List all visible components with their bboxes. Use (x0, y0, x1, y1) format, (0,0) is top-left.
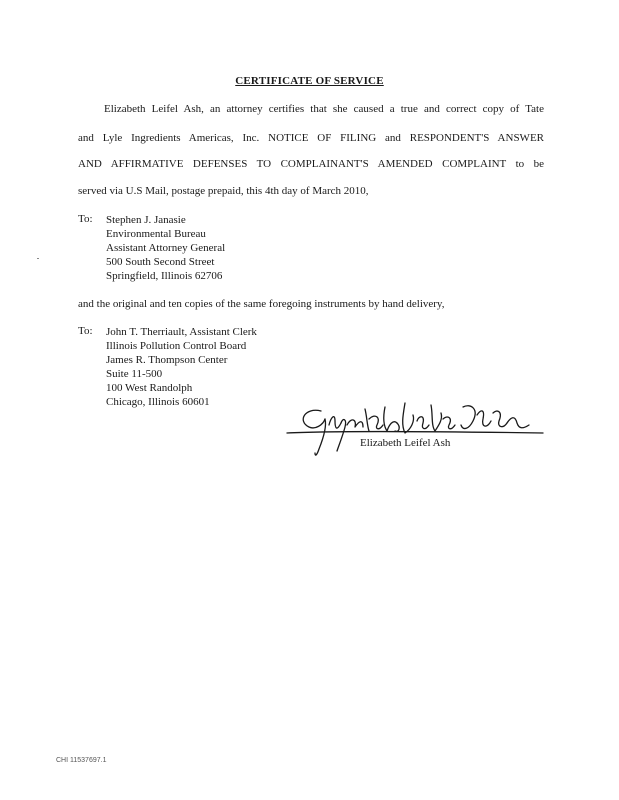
recipient-2-line: 100 West Randolph (106, 382, 193, 394)
to-label-2: To: (78, 325, 93, 337)
middle-line: and the original and ten copies of the same foregoing instruments by hand delivery, (78, 298, 445, 310)
signature-block (285, 395, 545, 465)
recipient-2-line: Suite 11-500 (106, 368, 163, 380)
recipient-1-line: Environmental Bureau (106, 228, 206, 240)
to-label-1: To: (78, 213, 93, 225)
recipient-2-line: John T. Therriault, Assistant Clerk (106, 326, 257, 338)
recipient-1-line: Stephen J. Janasie (106, 214, 186, 226)
certificate-title: CERTIFICATE OF SERVICE (235, 75, 384, 87)
recipient-2-address (106, 325, 257, 409)
handwritten-signature (285, 395, 545, 465)
recipient-1-line: 500 South Second Street (106, 256, 215, 268)
recipient-2-line: Illinois Pollution Control Board (106, 340, 247, 352)
document-id: CHI 11537697.1 (56, 757, 107, 764)
recipient-1-address (106, 213, 225, 283)
body-line-1: Elizabeth Leifel Ash, an attorney certifies that she caused a true and correct copy of Tate (104, 103, 544, 115)
recipient-1-line: Assistant Attorney General (106, 242, 226, 254)
body-line-2: and Lyle Ingredients Americas, Inc. NOTICE OF FILING and RESPONDENT'S ANSWER (78, 132, 544, 144)
body-line-4: served via U.S Mail, postage prepaid, this 4th day of March 2010, (78, 185, 369, 197)
signer-name: Elizabeth Leifel Ash (360, 437, 451, 449)
recipient-2-line: Chicago, Illinois 60601 (106, 396, 210, 408)
recipient-1-line: Springfield, Illinois 62706 (106, 270, 223, 282)
scan-speck (37, 258, 39, 259)
recipient-2-line: James R. Thompson Center (106, 354, 228, 366)
body-line-3: AND AFFIRMATIVE DEFENSES TO COMPLAINANT'S AMENDED COMPLAINT to be (78, 158, 544, 170)
